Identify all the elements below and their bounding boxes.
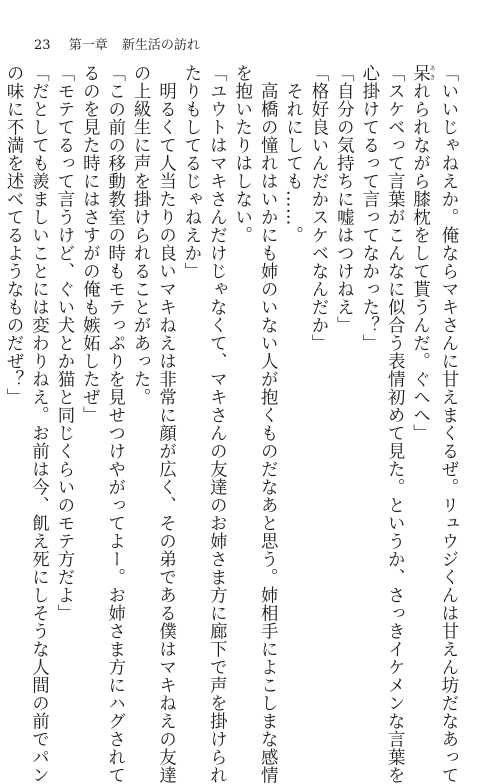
text-line: 「スケベって言葉がこんなに似合う表情初めて見た。というか、さっきイケメンな言葉を <box>384 64 405 784</box>
text-line: それにしても……。 <box>282 64 303 244</box>
text-line: 「いいじゃねえか。俺ならマキさんに甘えまくるぜ。リュウジくんは甘えん坊だなあって <box>438 64 458 784</box>
text-line: るのを見た時にはさすがの俺も嫉妬したぜ」 <box>79 64 100 424</box>
running-header <box>34 38 200 54</box>
text-line: 心掛けてるって言ってなかった？」 <box>358 64 379 352</box>
text-line: 呆あきれられながら膝枕をして貰うんだ。ぐへへ」 <box>409 64 436 442</box>
chapter-label: 第一章 <box>68 38 108 53</box>
text-line: 「格好良いんだかスケベなんだか」 <box>307 64 328 352</box>
text-line: の味に不満を述べてるようなものだぜ？」 <box>3 64 24 406</box>
body-text <box>0 64 460 784</box>
text-line: を抱いたりはしない。 <box>231 64 252 244</box>
text-line: 高橋の憧れはいかにも姉のいない人が抱くものだなあと思う。姉相手によこしまな感情 <box>257 64 278 784</box>
text-line: 「だとしても羨ましいことには変わりねえ。お前は今、飢え死にしそうな人間の前でパン <box>28 64 49 784</box>
text-line: 「この前の移動教室の時もモテっぷりを見せつけやがってよー。お姉さま方にハグされて <box>104 64 125 784</box>
chapter-title: 新生活の訪れ <box>121 38 200 53</box>
page-number: 23 <box>34 38 51 53</box>
text-line: の上級生に声を掛けられることがあった。 <box>130 64 151 406</box>
text-line: 「モテてるって言うけど、ぐい犬とか猫と同じくらいのモテ方だよ」 <box>53 64 74 622</box>
furigana: 呆あき <box>409 64 436 82</box>
text-line: 「自分の気持ちに嘘はつけねえ」 <box>333 64 354 334</box>
text-line: 「ユウトはマキさんだけじゃなくて、マキさんの友達のお姉さま方に廊下で声を掛けられ <box>206 64 227 784</box>
text-line: たりもしてるじゃねえか」 <box>180 64 201 280</box>
text-line: 明るくて人当たりの良いマキねえは非常に顔が広く、その弟である僕はマキねえの友達 <box>155 64 176 784</box>
